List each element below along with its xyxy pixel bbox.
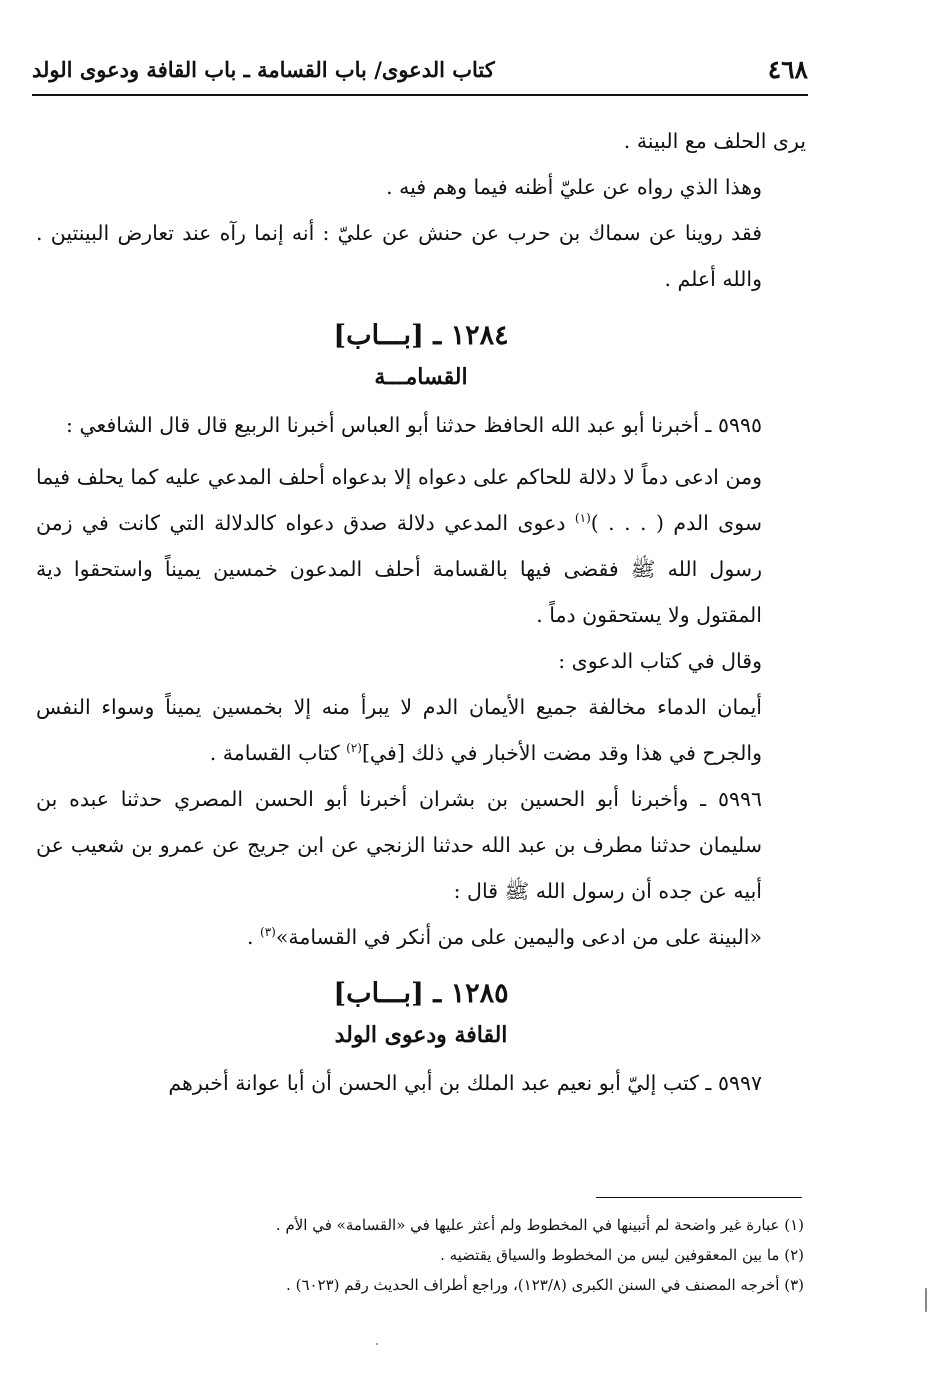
page-header (32, 44, 808, 94)
hadith-5996: ٥٩٩٦ ـ وأخبرنا أبو الحسين بن بشران أخبرنا أبو الحسن المصري حدثنا عبده بن سليمان حدثنا مطرف بن عبد الله حدثنا الزنجي عن ابن جريج عن عمرو بن شعيب عن أبيه عن جده أن رسول الله ﷺ قال : (36, 787, 762, 903)
quote-text: أيمان الدماء مخالفة جميع الأيمان الدم لا يبرأ منه إلا بخمسين يميناً وسواء النفس والجرح في هذا وقد مضت الأخبار في ذلك [في] (36, 695, 762, 765)
quote-text: دعوى المدعي دلالة صدق دعواه كالدلالة التي كانت في زمن رسول الله ﷺ فقضى فيها بالقسامة أحلف المدعون خمسين يميناً واستحقوا دية المقتول ولا يستحقون دماً . (36, 511, 762, 627)
hadith-text (36, 914, 806, 960)
footnote: (٢) ما بين المعقوفين ليس من المخطوط والسياق يقتضيه . (440, 1246, 804, 1264)
header-rule (32, 94, 808, 96)
main-text (36, 118, 806, 1106)
chapter-title: القافة ودعوى الولد (334, 1022, 508, 1048)
paragraph: وهذا الذي رواه عن عليّ أظنه فيما وهم فيه . (386, 175, 762, 199)
footnote: (١) عبارة غير واضحة لم أتبينها في المخطوط ولم أعثر عليها في «القسامة» في الأم . (275, 1216, 804, 1234)
quote-paragraph (36, 454, 806, 638)
page-number: ٤٦٨ (767, 54, 808, 84)
chapter-heading: ١٢٨٤ ـ [بـــاب] (333, 320, 509, 351)
quote-paragraph (36, 684, 806, 776)
footnote-ref[interactable]: (٢) (346, 741, 362, 756)
footnote-ref[interactable]: (١) (574, 511, 591, 526)
footnote-ref[interactable]: (٣) (260, 925, 276, 940)
paragraph: وقال في كتاب الدعوى : (558, 649, 762, 673)
running-title: كتاب الدعوى/ باب القسامة ـ باب القافة ودعوى الولد (32, 56, 495, 82)
scan-edge-mark (925, 1288, 927, 1312)
hadith-5997: ٥٩٩٧ ـ كتب إليّ أبو نعيم عبد الملك بن أبي الحسن أن أبا عوانة أخبرهم (168, 1071, 762, 1095)
chapter-title: القسامـــة (374, 364, 468, 390)
footnote-rule (596, 1197, 802, 1198)
footnotes (40, 1210, 804, 1300)
hadith-5995: ٥٩٩٥ ـ أخبرنا أبو عبد الله الحافظ حدثنا أبو العباس أخبرنا الربيع قال قال الشافعي : (66, 413, 762, 437)
scan-speck (376, 1343, 378, 1345)
hadith-quote: «البينة على من ادعى واليمين على من أنكر في القسامة» (275, 925, 762, 949)
quote-text: ومن ادعى دماً لا دلالة للحاكم على دعواه إلا بدعواه أحلف المدعي عليه كما يحلف فيما سوى الدم ( . . . ) (36, 465, 762, 535)
paragraph: فقد روينا عن سماك بن حرب عن حنش عن عليّ : أنه إنما رآه عند تعارض البينتين . والله أعلم . (36, 221, 762, 291)
chapter-heading: ١٢٨٥ ـ [بـــاب] (333, 978, 509, 1009)
paragraph: يرى الحلف مع البينة . (623, 129, 806, 153)
hadith-end: . (246, 925, 261, 949)
quote-text: كتاب القسامة . (209, 741, 347, 765)
footnote: (٣) أخرجه المصنف في السنن الكبرى (١٢٣/٨)، وراجع أطراف الحديث رقم (٦٠٢٣) . (286, 1276, 804, 1294)
